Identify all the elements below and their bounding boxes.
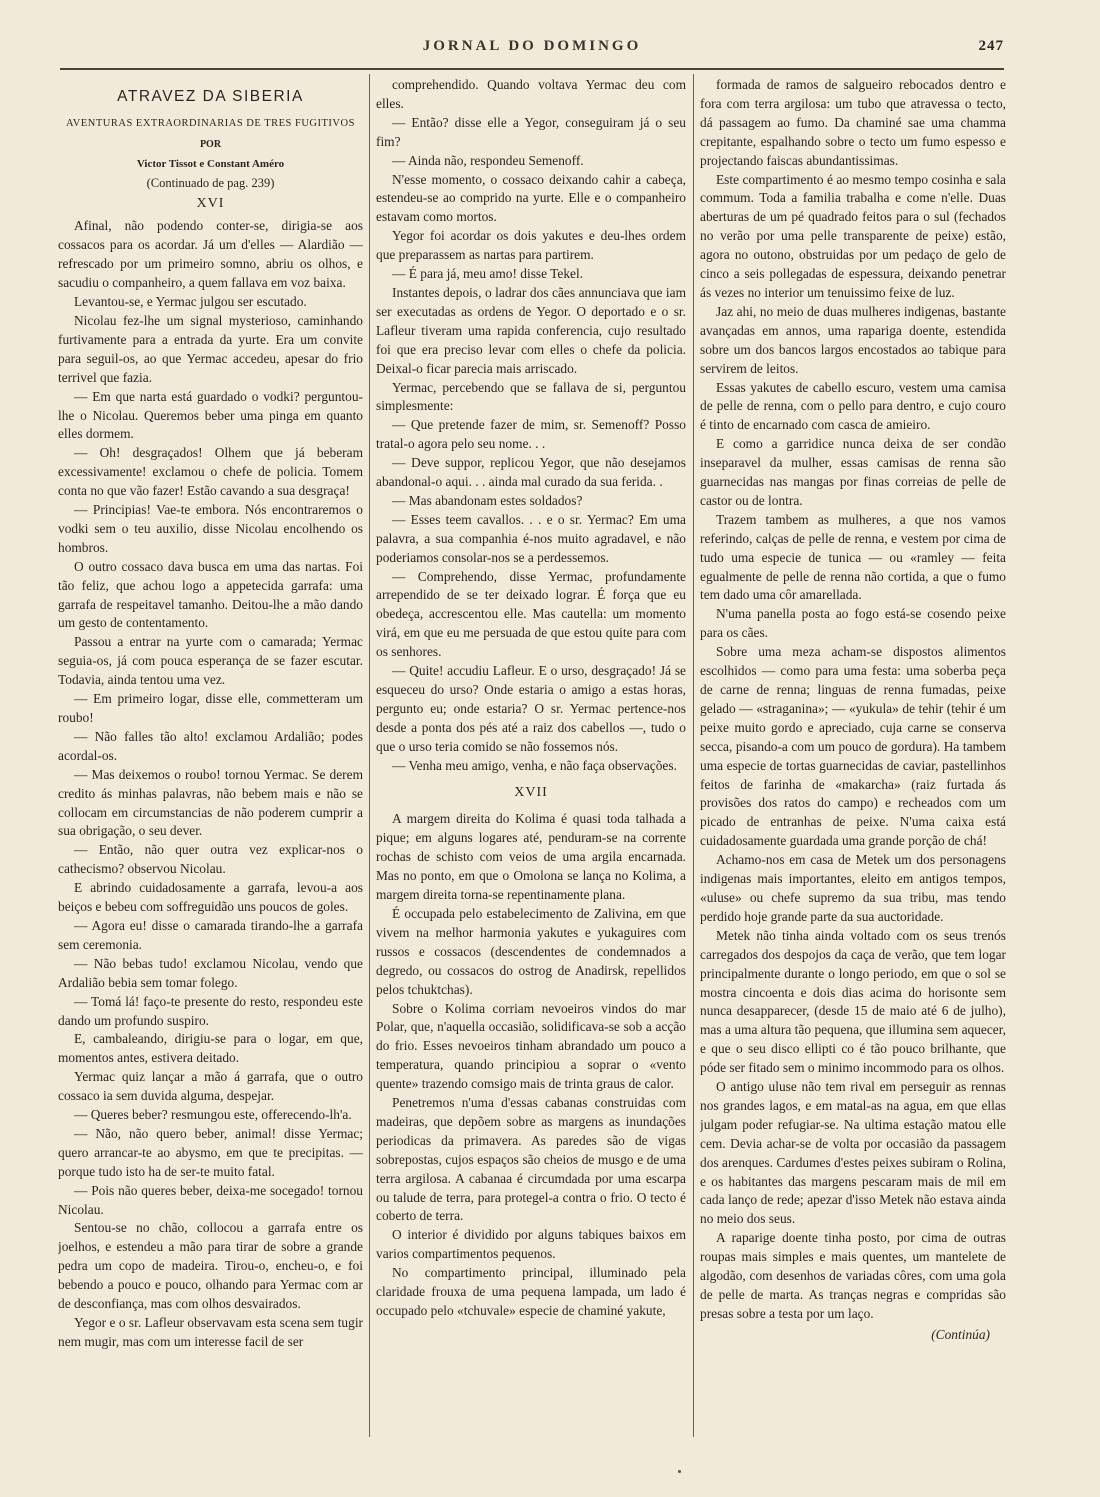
column-1 (58, 76, 363, 1447)
page-number: 247 (978, 38, 1004, 54)
column-2-body-top (376, 76, 686, 776)
paragraph: — Queres beber? resmungou este, offerecendo-lh'a. (74, 1107, 352, 1123)
paragraph: — Em que narta está guardado o vodki? perguntou-lhe o Nicolau. Queremos beber uma pinga em quanto elles dormem. (58, 388, 363, 442)
paragraph: Sobre uma meza acham-se dispostos alimentos escolhidos — como para uma festa: uma soberba peça de carne de renna; linguas de renna fumadas, peixe gelado — «straganina»; — «yukula» de tehir (tehir é um peixe muito gordo e apreciado, cuja carne se conserva secca, pisando-a com um pouco de gordura). Ha tambem uma especie de tortas guarnecidas de caviar, pastellinhos feitos de farinha de «makarcha» (raiz furtada ás provisões dos ratos do campo) e recheados com um picado de entranhas de peixe. N'uma caixa está cuidadosamente guardada uma grande porção de chá! (700, 644, 1006, 849)
paragraph: — Não, não quero beber, animal! disse Yermac; quero arrancar-te ao abysmo, em que te precipitas. — porque tudo isto ha de ser-te muito fatal. (58, 1125, 363, 1179)
paragraph: Sobre o Kolima corriam nevoeiros vindos do mar Polar, que, n'aquella occasião, solidificava-se sob a acção do frio. Esses nevoeiros tinham abrandado um pouco a temperatura, quando principiou a soprar o «vento quente» trazendo comsigo mais de trinta graus de calor. (376, 1000, 686, 1092)
paragraph: O outro cossaco dava busca em uma das nartas. Foi tão feliz, que achou logo a appetecida garrafa: uma garrafa de respeitavel tamanho. Deitou-lhe a mão dando um gesto de contentamento. (58, 558, 363, 631)
paragraph: Essas yakutes de cabello escuro, vestem uma camisa de pelle de renna, com o pello para dentro, e cujo couro é tinto de encarnado com casca de amieiro. (700, 379, 1006, 433)
article-authors: Victor Tissot e Constant Améro (136, 157, 285, 170)
paragraph: — Deve suppor, replicou Yegor, que não desejamos abandonal-o aqui. . . ainda mal curado da sua ferida. . (376, 455, 686, 490)
paragraph: — Não bebas tudo! exclamou Nicolau, vendo que Ardalião bebia sem tomar folego. (58, 955, 363, 990)
paragraph: N'esse momento, o cossaco deixando cahir a cabeça, estendeu-se ao comprido na yurte. Elle e o companheiro estavam como mortos. (376, 171, 686, 225)
paragraph: E como a garridice nunca deixa de ser condão inseparavel da mulher, essas camisas de renna são guarnecidas nas mangas por finas correias de pelle de castor ou de lontra. (700, 436, 1006, 508)
paragraph: — Oh! desgraçados! Olhem que já beberam excessivamente! exclamou o chefe de policia. Tomem conta no que vão fazer! Estão cavando a sua desgraça! (58, 445, 363, 499)
paragraph: A margem direita do Kolima é quasi toda talhada a pique; em alguns logares até, penduram-se na corrente rochas de schisto com veios de uma argila encarnada. Mas no ponto, em que o Omolona se lança no Kolima, a margem direita torna-se repentinamente plana. (376, 811, 686, 903)
paragraph: Yegor foi acordar os dois yakutes e deu-lhes ordem que preparassem as nartas para partirem. (376, 228, 686, 263)
paragraph: E abrindo cuidadosamente a garrafa, levou-a aos beiços e bebeu com soffreguidão uns poucos de goles. (58, 880, 363, 915)
chapter-heading: XVI (196, 195, 225, 211)
paragraph: Este compartimento é ao mesmo tempo cosinha e sala commum. Toda a familia trabalha e come n'elle. Duas aberturas de um pé quadrado feitos para o sul (fechados no verão por uma pelle transparente de peixe) estão, agora no outono, obstruidas por um pedaço de gelo de cinco a seis pollegadas de espessura, deixando penetrar ás vezes no interior um tenuissimo feixe de luz. (700, 171, 1006, 300)
column-divider (693, 74, 694, 1437)
paragraph: — Então? disse elle a Yegor, conseguiram já o seu fim? (376, 114, 686, 149)
paragraph: Yermac quiz lançar a mão á garrafa, que o outro cossaco ia sem duvida alguma, despejar. (58, 1069, 363, 1104)
header-rule (60, 68, 1004, 70)
paragraph: O antigo uluse não tem rival em perseguir as rennas nos grandes lagos, e em matal-as na agua, em que ellas julgam poder refugiar-se. Na ultima estação matou elle cem. Devia achar-se de volta por occasião da passagem dos arenques. Cardumes d'estes peixes subiram o Rolina, e os habitantes das margens pescaram mais de mil em cada lanço de rede; apezar d'isso Metek não estava ainda no meio dos seus. (700, 1079, 1006, 1227)
paragraph: formada de ramos de salgueiro rebocados dentro e fora com terra argilosa: um tubo que atravessa o tecto, dá passagem ao fumo. Da chaminé sae uma chamma crepitante, espalhando sobre o tecto um fumo espesso e projectando faiscas abundantissimas. (700, 77, 1006, 168)
paragraph: O interior é dividido por alguns tabiques baixos em varios compartimentos pequenos. (376, 1227, 686, 1262)
journal-title: JORNAL DO DOMINGO (422, 38, 642, 54)
paragraph: Metek não tinha ainda voltado com os seus trenós carregados dos despojos da caça de verão, que tem logar principalmente durante o longo periodo, em que o sol se mostra cincoenta e dois dias acima do horisonte sem nunca desapparecer, (desde 15 de maio até 6 de julho), mas a uma altura tão pequena, que illumina sem aquecer, e que o seu disco ellipti co é tão pouco brilhante, que póde ser fitado sem o minimo incommodo para os olhos. (700, 927, 1006, 1076)
column-1-body (58, 217, 363, 1351)
paragraph: — Principias! Vae-te embora. Nós encontraremos o vodki sem o teu auxilio, disse Nicolau encolhendo os hombros. (58, 502, 363, 555)
chapter-heading: XVII (514, 784, 548, 800)
paragraph: Passou a entrar na yurte com o camarada; Yermac seguia-os, já com pouca esperança de se fazer escutar. Todavia, ainda tentou uma vez. (58, 634, 363, 688)
paragraph: É occupada pelo estabelecimento de Zalivina, em que vivem na melhor harmonia yakutes e yukaguires com russos e cossacos (descendentes de condemnados a degredo, ou cossacos do ostrog de Anadirsk, repellidos pelos tchuktchas). (376, 905, 686, 997)
paragraph: comprehendido. Quando voltava Yermac deu com elles. (376, 77, 686, 111)
column-3-body (700, 76, 1006, 1324)
paragraph: — Pois não queres beber, deixa-me socegado! tornou Nicolau. (58, 1182, 363, 1217)
paragraph: Levantou-se, e Yermac julgou ser escutado. (74, 294, 307, 310)
paragraph: — Esses teem cavallos. . . e o sr. Yermac? Em uma palavra, a sua companhia é-nos muito agradavel, e não poderiamos consolar-nos se a perdessemos. (376, 511, 686, 565)
continued-note: (Continúa) (931, 1326, 990, 1342)
paragraph: — Em primeiro logar, disse elle, commetteram um roubo! (58, 691, 363, 725)
paragraph: — Não falles tão alto! exclamou Ardalião; podes acordal-os. (58, 728, 363, 763)
paragraph: — Que pretende fazer de mim, sr. Semenoff? Posso tratal-o agora pelo seu nome. . . (376, 417, 686, 452)
paragraph: No compartimento principal, illuminado pela claridade frouxa de uma pequena lampada, um lado é occupado pelo «tchuvale» especie de chaminé yakute, (376, 1265, 686, 1318)
column-2 (376, 76, 686, 1447)
paragraph: — Mas deixemos o roubo! tornou Yermac. Se derem credito ás minhas palavras, não bebem mais e não se collocam em circumstancias de não poderem cumprir a sua obrigação, o seu dever. (58, 766, 363, 839)
paragraph: Yermac, percebendo que se fallava de si, perguntou simplesmente: (376, 379, 686, 414)
paragraph: — Tomá lá! faço-te presente do resto, respondeu este dando um profundo suspiro. (58, 993, 363, 1028)
paragraph: Penetremos n'uma d'essas cabanas construidas com madeiras, que depõem sobre as margens as inundações periodicas da primavera. As paredes são de vigas sobrepostas, cujos espaços são cheios de musgo e de uma terra argilosa. A cabanaa é circumdada por uma escarpa ou talude de terra, para protegel-a contra o frio. O tecto é coberto de terra. (376, 1095, 686, 1224)
paragraph: — Mas abandonam estes soldados? (392, 492, 583, 508)
paragraph: Yegor e o sr. Lafleur observavam esta scena sem tugir nem mugir, mas com um interesse facil de ser (58, 1315, 363, 1349)
paragraph: — É para já, meu amo! disse Tekel. (392, 266, 584, 282)
column-divider (369, 74, 370, 1437)
paragraph: — Agora eu! disse o camarada tirando-lhe a garrafa sem ceremonia. (58, 917, 363, 952)
paragraph: Trazem tambem as mulheres, a que nos vamos referindo, calças de pelle de renna, e vestem por cima de tudo uma especie de tunica — ou «ramley — feita egualmente de pelle de renna não cortida, a que o fumo tem dado uma côr amarellada. (700, 511, 1006, 603)
paragraph: Afinal, não podendo conter-se, dirigia-se aos cossacos para os acordar. Já um d'elles — Alardião — refrescado por um primeiro somno, abriu os olhos, e sacudiu o companheiro, a quem fallava em voz baixa. (58, 218, 363, 291)
article-subtitle: AVENTURAS EXTRAORDINARIAS DE TRES FUGITIVOS (66, 117, 355, 129)
page-header (60, 38, 1004, 66)
paragraph: E, cambaleando, dirigiu-se para o logar, em que, momentos antes, estivera deitado. (58, 1031, 363, 1066)
column-3 (700, 76, 1006, 1447)
article-title: ATRAVEZ DA SIBERIA (117, 88, 304, 105)
paragraph: Sentou-se no chão, collocou a garrafa entre os joelhos, e estendeu a mão para tirar de sobre a grande pedra um copo de madeira. Tirou-o, encheu-o, e foi bebendo a pouco e pouco, olhando para Yermac com ar de desconfiança, mas com olhos desvairados. (58, 1220, 363, 1312)
continued-from: (Continuado de pag. 239) (146, 175, 275, 190)
paragraph: — Quite! accudiu Lafleur. E o urso, desgraçado! Já se esqueceu do urso? Onde estaria o amigo a estas horas, pergunto eu; onde estaria? O sr. Yermac pertence-nos desde a ponta dos pés até a raiz dos cabellos —, tudo o que o urso teria comido se não fossemos nós. (376, 663, 686, 754)
column-2-body-bottom (376, 810, 686, 1320)
paragraph: — Então, não quer outra vez explicar-nos o cathecismo? observou Nicolau. (58, 842, 363, 877)
article-by: POR (199, 138, 222, 150)
paragraph: Achamo-nos em casa de Metek um dos personagens indigenas mais importantes, eleito em antigos tempos, «uluse» ou chefe supremo da sua tribu, mas tendo perdido hoje grande parte da sua auctoridade. (700, 852, 1006, 924)
paragraph: Jaz ahi, no meio de duas mulheres indigenas, bastante avançadas em annos, uma rapariga doente, estendida sobre um dos bancos largos encostados ao tabique para servirem de leitos. (700, 303, 1006, 376)
paragraph: A raparige doente tinha posto, por cima de outras roupas mais simples e mais quentes, um mantelete de algodão, com desenhos de variadas côres, com uma gola de pelle de marta. As tranças negras e compridas são presas sobre a testa por um laço. (700, 1230, 1006, 1321)
paragraph: Instantes depois, o ladrar dos cães annunciava que iam ser executadas as ordens de Yegor. O deportado e o sr. Lafleur tiveram uma rapida conferencia, cujo resultado foi que era preciso levar com elles o chefe da policia. Deixal-o ficar parecia mais arriscado. (376, 284, 686, 376)
paragraph: — Venha meu amigo, venha, e não faça observações. (392, 757, 677, 773)
paragraph: Nicolau fez-lhe um signal mysterioso, caminhando furtivamente para a entrada da yurte. Era um convite para seguil-os, ao que Yermac accedeu, apesar do frio terrivel que fazia. (58, 312, 363, 385)
paragraph: — Comprehendo, disse Yermac, profundamente arrependido de se ter deixado lograr. É força que eu obedeça, accrescentou elle. Mas cautella: um momento virá, em que eu me persuada de que estou quite para com os senhores. (376, 568, 686, 660)
paragraph: N'uma panella posta ao fogo está-se cosendo peixe para os cães. (700, 606, 1006, 641)
page-mark (678, 1470, 681, 1473)
paragraph: — Ainda não, respondeu Semenoff. (392, 152, 584, 168)
